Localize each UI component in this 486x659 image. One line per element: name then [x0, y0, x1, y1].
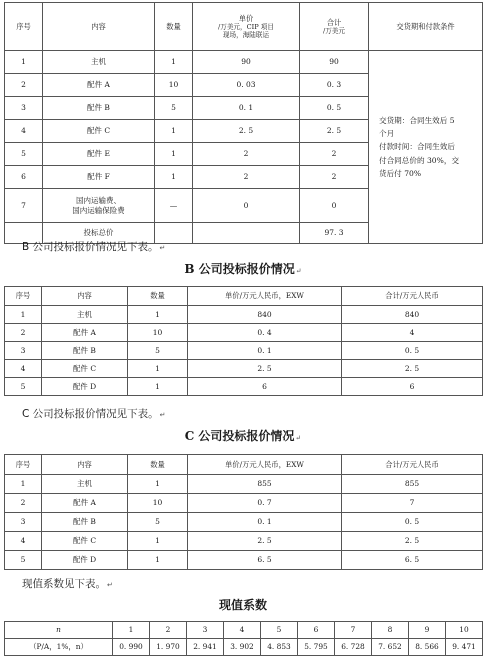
cell-no: 5: [5, 378, 42, 396]
cell-qty: 1: [128, 360, 188, 378]
header-unit-price-line2: /万美元，CIP 项目: [218, 22, 274, 31]
cell-no: 5: [5, 143, 43, 166]
cell-content: 主机: [42, 475, 128, 494]
cell-total: 2: [300, 166, 369, 189]
cell-qty: 1: [128, 306, 188, 324]
cell-qty: —: [155, 189, 193, 223]
header-n-value: 8: [372, 622, 409, 639]
header-terms: 交货期和付款条件: [369, 3, 483, 51]
cell-no: 2: [5, 74, 43, 97]
cell-empty: [193, 223, 300, 244]
return-mark-icon: ↵: [295, 434, 302, 442]
cell-total: 2. 5: [300, 120, 369, 143]
cell-price: 90: [193, 51, 300, 74]
pv-value: 0. 990: [113, 639, 150, 656]
terms-line: 交货期：合同生效后 5: [379, 115, 455, 125]
cell-content: 配件 A: [42, 324, 128, 342]
table-row: [5, 324, 483, 342]
terms-line: 付款时间：合同生效后: [379, 142, 455, 152]
cell-price: 0. 1: [193, 97, 300, 120]
cell-qty: 1: [128, 475, 188, 494]
header-total-line1: 合计: [326, 17, 342, 27]
pv-value: 9. 471: [446, 639, 483, 656]
cell-price: 0. 1: [188, 513, 342, 532]
cell-no: 4: [5, 532, 42, 551]
table-row: [5, 378, 483, 396]
table-row: [5, 475, 483, 494]
cell-content: 配件 C: [42, 360, 128, 378]
pv-table-title: [0, 596, 486, 613]
company-c-table-title: [0, 427, 486, 444]
header-unit-price-line3: 现场，海陆联运: [222, 31, 270, 40]
header-qty: 数量: [155, 3, 193, 51]
cell-total: 840: [342, 306, 483, 324]
cell-total: 6. 5: [342, 551, 483, 570]
cell-price: 6: [188, 378, 342, 396]
header-n-value: 6: [298, 622, 335, 639]
cell-no: 5: [5, 551, 42, 570]
cell-qty: 10: [128, 324, 188, 342]
cell-price: 6. 5: [188, 551, 342, 570]
cell-no: 4: [5, 120, 43, 143]
cell-price: 2. 5: [188, 360, 342, 378]
cell-no: 1: [5, 51, 43, 74]
header-unit-price: 单价/万元人民币，EXW: [188, 455, 342, 475]
cell-content-line2: 国内运输保险费: [72, 205, 125, 215]
cell-no: 2: [5, 494, 42, 513]
cell-content: 配件 D: [42, 551, 128, 570]
cell-no: 3: [5, 97, 43, 120]
cell-no: 6: [5, 166, 43, 189]
pv-intro-text: 现值系数见下表。: [22, 578, 106, 590]
terms-line: 个月: [379, 129, 395, 139]
cell-total: 7: [342, 494, 483, 513]
company-c-quote-table: [4, 454, 483, 570]
header-qty: 数量: [128, 287, 188, 306]
cell-content: 配件 E: [43, 143, 155, 166]
terms-line: 付合同总价的 30%，交: [379, 155, 460, 165]
cell-content: 配件 B: [43, 97, 155, 120]
cell-content: 主机: [42, 306, 128, 324]
header-content: 内容: [42, 455, 128, 475]
header-unit-price: [193, 3, 300, 51]
cell-total: 855: [342, 475, 483, 494]
header-unit-price: 单价/万元人民币，EXW: [188, 287, 342, 306]
cell-content: [43, 189, 155, 223]
cell-content: 配件 B: [42, 513, 128, 532]
cell-qty: 1: [155, 143, 193, 166]
header-no: 序号: [5, 455, 42, 475]
cell-price: 2: [193, 166, 300, 189]
header-no: 序号: [5, 3, 43, 51]
delivery-payment-terms: [369, 51, 483, 244]
cell-content: 配件 D: [42, 378, 128, 396]
header-n-value: 2: [150, 622, 187, 639]
header-unit-price-line1: 单价: [238, 13, 254, 23]
header-qty: 数量: [128, 455, 188, 475]
cell-total: 0. 5: [300, 97, 369, 120]
cell-qty: 1: [128, 551, 188, 570]
header-n-value: 10: [446, 622, 483, 639]
table-row: [5, 551, 483, 570]
header-n-value: 9: [409, 622, 446, 639]
cell-qty: 5: [155, 97, 193, 120]
table-row: [5, 342, 483, 360]
cell-content: 配件 C: [43, 120, 155, 143]
table-row: [5, 306, 483, 324]
company-a-quote-table: [4, 2, 483, 244]
cell-total: 0. 3: [300, 74, 369, 97]
cell-total: 4: [342, 324, 483, 342]
company-b-intro: [22, 239, 165, 254]
company-b-table-title: [0, 260, 486, 277]
pv-value: 2. 941: [187, 639, 224, 656]
sum-value: 97. 3: [300, 223, 369, 244]
table-row: [5, 513, 483, 532]
cell-content: 配件 F: [43, 166, 155, 189]
cell-total: 0. 5: [342, 342, 483, 360]
pv-value: 4. 853: [261, 639, 298, 656]
cell-no: 7: [5, 189, 43, 223]
pv-header-row: [5, 622, 483, 639]
cell-qty: 10: [155, 74, 193, 97]
header-total: 合计/万元人民币: [342, 287, 483, 306]
cell-qty: 5: [128, 513, 188, 532]
pv-value: 3. 902: [224, 639, 261, 656]
header-total: [300, 3, 369, 51]
cell-content: 配件 A: [42, 494, 128, 513]
header-total: 合计/万元人民币: [342, 455, 483, 475]
cell-no: 3: [5, 342, 42, 360]
cell-price: 2. 5: [188, 532, 342, 551]
pv-value: 7. 652: [372, 639, 409, 656]
return-mark-icon: ↵: [159, 411, 166, 419]
cell-price: 0. 1: [188, 342, 342, 360]
cell-price: 0. 03: [193, 74, 300, 97]
header-content: 内容: [42, 287, 128, 306]
cell-total: 0. 5: [342, 513, 483, 532]
return-mark-icon: ↵: [159, 244, 166, 252]
pv-value: 5. 795: [298, 639, 335, 656]
cell-qty: 1: [155, 51, 193, 74]
cell-content: 主机: [43, 51, 155, 74]
terms-line: 货后付 70%: [379, 168, 422, 178]
cell-content-line1: 国内运输费、: [76, 196, 121, 206]
cell-qty: 1: [155, 120, 193, 143]
company-b-quote-table: [4, 286, 483, 396]
cell-qty: 1: [128, 532, 188, 551]
present-value-factor-table: [4, 621, 483, 656]
cell-content: 配件 A: [43, 74, 155, 97]
cell-no: 1: [5, 306, 42, 324]
header-total-line2: /万美元: [322, 26, 345, 35]
table-row: [5, 532, 483, 551]
pv-value: 6. 728: [335, 639, 372, 656]
cell-content: 配件 C: [42, 532, 128, 551]
cell-qty: 10: [128, 494, 188, 513]
header-n-value: 1: [113, 622, 150, 639]
cell-price: 855: [188, 475, 342, 494]
cell-total: 2. 5: [342, 360, 483, 378]
pv-value: 1. 970: [150, 639, 187, 656]
header-n-value: 5: [261, 622, 298, 639]
cell-price: 2: [193, 143, 300, 166]
company-c-table-title-text: C 公司投标报价情况: [184, 429, 295, 443]
cell-price: 0. 7: [188, 494, 342, 513]
header-n-value: 7: [335, 622, 372, 639]
cell-total: 2. 5: [342, 532, 483, 551]
header-content: 内容: [43, 3, 155, 51]
pv-value-row: [5, 639, 483, 656]
company-b-intro-text: B 公司投标报价情况见下表。: [22, 241, 159, 253]
cell-total: 6: [342, 378, 483, 396]
company-c-intro-text: C 公司投标报价情况见下表。: [22, 408, 159, 420]
cell-total: 0: [300, 189, 369, 223]
pv-row-label: （P/A，1%，n）: [5, 639, 113, 656]
return-mark-icon: ↵: [295, 267, 302, 275]
cell-price: 840: [188, 306, 342, 324]
company-c-intro: [22, 406, 166, 421]
cell-no: 3: [5, 513, 42, 532]
cell-no: 1: [5, 475, 42, 494]
header-n-value: 4: [224, 622, 261, 639]
cell-total: 90: [300, 51, 369, 74]
sum-label: 投标总价: [43, 223, 155, 244]
cell-price: 0: [193, 189, 300, 223]
table-row: [5, 494, 483, 513]
table-row: [5, 51, 483, 74]
cell-no: 2: [5, 324, 42, 342]
cell-qty: 1: [155, 166, 193, 189]
cell-price: 0. 4: [188, 324, 342, 342]
cell-content: 配件 B: [42, 342, 128, 360]
pv-table-title-text: 现值系数: [218, 598, 267, 612]
header-no: 序号: [5, 287, 42, 306]
header-n-value: 3: [187, 622, 224, 639]
table-row: [5, 360, 483, 378]
cell-price: 2. 5: [193, 120, 300, 143]
cell-no: 4: [5, 360, 42, 378]
cell-qty: 1: [128, 378, 188, 396]
cell-total: 2: [300, 143, 369, 166]
cell-qty: 5: [128, 342, 188, 360]
return-mark-icon: ↵: [107, 581, 113, 589]
pv-value: 8. 566: [409, 639, 446, 656]
company-b-table-title-text: B 公司投标报价情况: [184, 262, 295, 276]
header-n: n: [5, 622, 113, 639]
pv-intro: [22, 576, 113, 591]
